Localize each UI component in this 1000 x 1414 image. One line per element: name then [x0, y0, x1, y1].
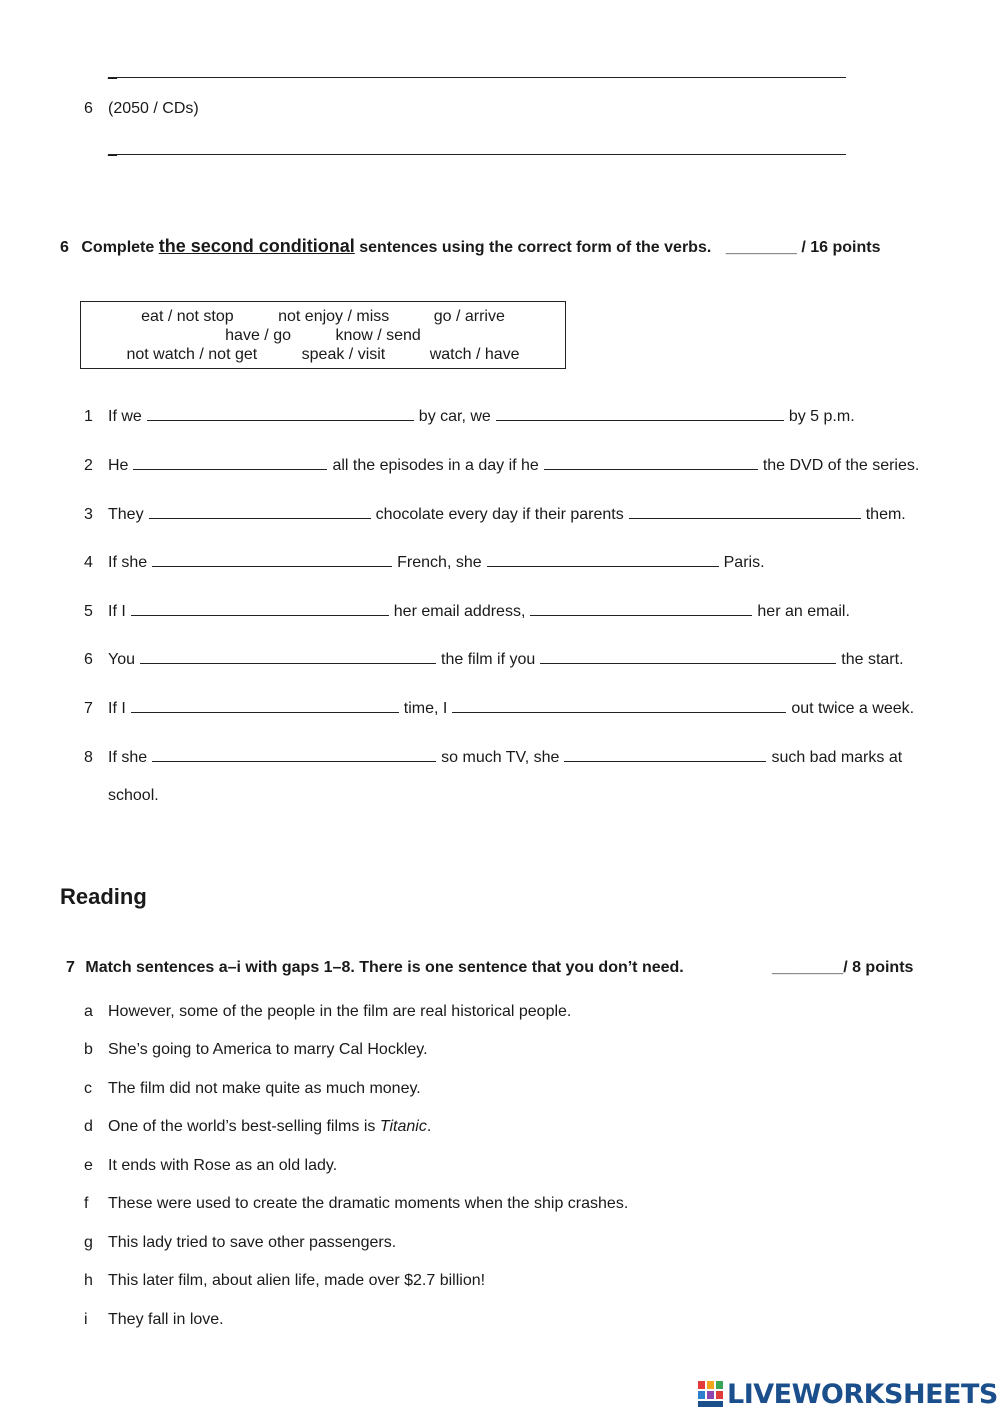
word-box-row	[81, 308, 565, 326]
answer-gap[interactable]	[530, 603, 752, 616]
item-number: 8	[84, 749, 93, 766]
sentence-part: out twice a week.	[791, 700, 915, 717]
answer-gap[interactable]	[540, 651, 836, 664]
sentence-part: If she	[108, 554, 148, 571]
verb-pair: not enjoy / miss	[278, 308, 390, 325]
sentence-part: the DVD of the series.	[762, 457, 920, 474]
item-number: 6	[84, 100, 93, 117]
answer-gap[interactable]	[452, 700, 786, 713]
sentence-part: They	[108, 506, 144, 523]
score-blank[interactable]: ________	[725, 239, 797, 256]
sentence-item	[108, 700, 914, 718]
match-sentence: The film did not make quite as much money.	[108, 1080, 421, 1097]
sentence-part: chocolate every day if their parents	[375, 506, 624, 523]
liveworksheets-mark-icon	[697, 1379, 725, 1409]
answer-gap[interactable]	[564, 749, 766, 762]
sentence-part: French, she	[397, 554, 482, 571]
item-number: 2	[84, 457, 93, 474]
sentence-part: He	[108, 457, 129, 474]
item-letter: h	[84, 1272, 93, 1289]
answer-gap[interactable]	[149, 506, 371, 519]
answer-gap[interactable]	[544, 457, 758, 470]
exercise-title: Match sentences a–i with gaps 1–8. There is one sentence that you don’t need.	[85, 959, 684, 976]
sentence-part: so much TV, she	[441, 749, 560, 766]
item-number: 4	[84, 554, 93, 571]
sentence-part: her email address,	[393, 603, 526, 620]
exercise-title-emphasis: the second conditional	[158, 236, 355, 256]
answer-gap[interactable]	[487, 554, 719, 567]
answer-gap[interactable]	[629, 506, 861, 519]
answer-gap[interactable]	[147, 408, 414, 421]
sentence-part: her an email.	[757, 603, 850, 620]
score-total: ________/ 8 points	[772, 959, 914, 976]
sentence-part: them.	[865, 506, 906, 523]
answer-gap[interactable]	[152, 554, 392, 567]
liveworksheets-logo	[697, 1377, 998, 1411]
section-heading: Reading	[60, 884, 147, 909]
sentence-item	[108, 554, 765, 572]
match-sentence: She’s going to America to marry Cal Hockley.	[108, 1041, 428, 1058]
sentence-item	[108, 651, 904, 669]
answer-line[interactable]	[108, 154, 846, 155]
answer-gap[interactable]	[131, 603, 389, 616]
item-letter: d	[84, 1118, 93, 1135]
item-prompt: (2050 / CDs)	[108, 100, 199, 117]
verb-pair: know / send	[335, 327, 421, 344]
sentence-part: the film if you	[441, 651, 536, 668]
sentence-item	[108, 603, 850, 621]
item-number: 7	[84, 700, 93, 717]
match-sentence: These were used to create the dramatic moments when the ship crashes.	[108, 1195, 629, 1212]
item-letter: c	[84, 1080, 92, 1097]
item-letter: a	[84, 1003, 93, 1020]
score-total: / 16 points	[801, 239, 881, 256]
sentence-part: by 5 p.m.	[788, 408, 855, 425]
word-box-row	[81, 346, 565, 364]
sentence-part: You	[108, 651, 135, 668]
item-letter: b	[84, 1041, 93, 1058]
verb-pair: go / arrive	[433, 308, 505, 325]
verb-pair: eat / not stop	[141, 308, 234, 325]
sentence-part: by car, we	[418, 408, 491, 425]
item-number: 3	[84, 506, 93, 523]
exercise-6-heading	[60, 236, 881, 257]
sentence-item	[108, 408, 855, 426]
match-sentence: This lady tried to save other passengers.	[108, 1234, 397, 1251]
sentence-item	[108, 749, 902, 767]
answer-gap[interactable]	[152, 749, 436, 762]
answer-gap[interactable]	[140, 651, 436, 664]
item-letter: f	[84, 1195, 89, 1212]
sentence-part: If we	[108, 408, 142, 425]
word-box-row	[81, 327, 565, 345]
exercise-title-post: sentences using the correct form of the verbs.	[359, 239, 712, 256]
film-title: Titanic	[379, 1118, 427, 1135]
answer-gap[interactable]	[496, 408, 784, 421]
sentence-part: all the episodes in a day if he	[332, 457, 539, 474]
word-box	[80, 301, 566, 369]
sentence-part: time, I	[403, 700, 448, 717]
match-sentence: This later film, about alien life, made over $2.7 billion!	[108, 1272, 486, 1289]
sentence-part: If I	[108, 603, 126, 620]
item-letter: g	[84, 1234, 93, 1251]
sentence-item	[108, 457, 919, 475]
sentence-part: the start.	[841, 651, 904, 668]
sentence-part: If she	[108, 749, 148, 766]
match-sentence	[108, 1118, 431, 1136]
verb-pair: not watch / not get	[126, 346, 258, 363]
match-sentence: However, some of the people in the film are real historical people.	[108, 1003, 572, 1020]
verb-pair: speak / visit	[301, 346, 386, 363]
answer-gap[interactable]	[133, 457, 327, 470]
sentence-part: If I	[108, 700, 126, 717]
answer-gap[interactable]	[131, 700, 399, 713]
exercise-title-pre: Complete	[81, 239, 155, 256]
liveworksheets-wordmark: LIVEWORKSHEETS	[727, 1378, 998, 1410]
answer-line-prefix: _	[108, 63, 117, 80]
sentence-continuation: school.	[108, 787, 159, 804]
sentence-part: such bad marks at	[771, 749, 903, 766]
answer-line[interactable]	[108, 77, 846, 78]
match-sentence: They fall in love.	[108, 1311, 224, 1328]
match-sentence-end: .	[426, 1118, 432, 1135]
exercise-7-heading	[66, 959, 684, 977]
sentence-part: Paris.	[723, 554, 765, 571]
verb-pair: have / go	[225, 327, 291, 344]
exercise-number: 6	[60, 239, 69, 256]
item-number: 6	[84, 651, 93, 668]
item-letter: i	[84, 1311, 88, 1328]
sentence-item	[108, 506, 906, 524]
match-sentence: It ends with Rose as an old lady.	[108, 1157, 338, 1174]
item-letter: e	[84, 1157, 93, 1174]
item-number: 5	[84, 603, 93, 620]
exercise-number: 7	[66, 959, 75, 976]
item-number: 1	[84, 408, 93, 425]
match-sentence-text: One of the world’s best-selling films is	[108, 1118, 376, 1135]
answer-line-prefix: _	[108, 140, 117, 157]
verb-pair: watch / have	[429, 346, 520, 363]
